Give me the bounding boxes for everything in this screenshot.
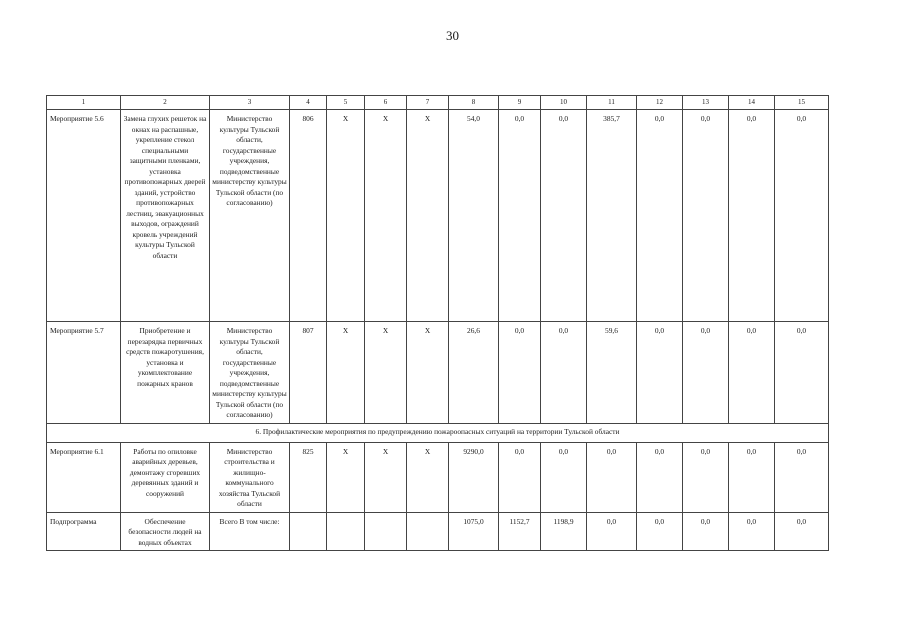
code-cell: X bbox=[407, 322, 449, 424]
value-cell: 26,6 bbox=[449, 322, 499, 424]
header-cell: 14 bbox=[729, 96, 775, 110]
value-cell: 0,0 bbox=[637, 512, 683, 551]
section-row bbox=[47, 423, 829, 442]
executor: Всего В том числе: bbox=[210, 512, 290, 551]
value-cell: 0,0 bbox=[775, 512, 829, 551]
value-cell: 0,0 bbox=[729, 322, 775, 424]
table-row bbox=[47, 442, 829, 512]
header-cell: 11 bbox=[587, 96, 637, 110]
header-cell: 3 bbox=[210, 96, 290, 110]
code-cell: X bbox=[365, 322, 407, 424]
value-cell: 0,0 bbox=[587, 442, 637, 512]
header-cell: 1 bbox=[47, 96, 121, 110]
code-cell bbox=[327, 512, 365, 551]
value-cell: 0,0 bbox=[587, 512, 637, 551]
measure-id: Мероприятие 6.1 bbox=[47, 442, 121, 512]
value-cell: 0,0 bbox=[683, 512, 729, 551]
value-cell: 59,6 bbox=[587, 322, 637, 424]
page-number: 30 bbox=[446, 28, 459, 43]
header-cell: 10 bbox=[541, 96, 587, 110]
value-cell: 0,0 bbox=[499, 442, 541, 512]
measure-description: Замена глухих решеток на окнах на распашные, укрепление стекол специальными защитными пленками, установка противопожарных дверей зданий, устройство противопожарных лестниц, эвакуационных выходов, ограждений кровель учреждений культуры Тульской области bbox=[121, 110, 210, 322]
value-cell: 0,0 bbox=[499, 322, 541, 424]
value-cell: 0,0 bbox=[775, 442, 829, 512]
table-row bbox=[47, 512, 829, 551]
value-cell: 0,0 bbox=[499, 110, 541, 322]
code-cell: X bbox=[407, 442, 449, 512]
code-cell bbox=[290, 512, 327, 551]
header-cell: 15 bbox=[775, 96, 829, 110]
value-cell: 0,0 bbox=[775, 110, 829, 322]
value-cell: 54,0 bbox=[449, 110, 499, 322]
executor: Министерство строительства и жилищно-коммунального хозяйства Тульской области bbox=[210, 442, 290, 512]
header-cell: 6 bbox=[365, 96, 407, 110]
value-cell: 0,0 bbox=[541, 110, 587, 322]
budget-table bbox=[46, 95, 829, 551]
code-cell: 807 bbox=[290, 322, 327, 424]
section-title: 6. Профилактические мероприятия по предупреждению пожароопасных ситуаций на территории Тульской области bbox=[47, 423, 829, 442]
code-cell: X bbox=[365, 442, 407, 512]
value-cell: 0,0 bbox=[775, 322, 829, 424]
measure-id: Подпрограмма bbox=[47, 512, 121, 551]
code-cell: X bbox=[327, 322, 365, 424]
header-row bbox=[47, 96, 829, 110]
value-cell: 1198,9 bbox=[541, 512, 587, 551]
measure-description: Обеспечение безопасности людей на водных объектах bbox=[121, 512, 210, 551]
measure-id: Мероприятие 5.6 bbox=[47, 110, 121, 322]
header-cell: 8 bbox=[449, 96, 499, 110]
code-cell: X bbox=[365, 110, 407, 322]
header-cell: 9 bbox=[499, 96, 541, 110]
code-cell: X bbox=[407, 110, 449, 322]
header-cell: 7 bbox=[407, 96, 449, 110]
value-cell: 0,0 bbox=[637, 322, 683, 424]
code-cell bbox=[365, 512, 407, 551]
header-cell: 13 bbox=[683, 96, 729, 110]
table-row bbox=[47, 110, 829, 322]
measure-id: Мероприятие 5.7 bbox=[47, 322, 121, 424]
value-cell: 0,0 bbox=[541, 322, 587, 424]
value-cell: 0,0 bbox=[729, 512, 775, 551]
value-cell: 0,0 bbox=[683, 322, 729, 424]
value-cell: 385,7 bbox=[587, 110, 637, 322]
code-cell: 825 bbox=[290, 442, 327, 512]
value-cell: 0,0 bbox=[637, 442, 683, 512]
value-cell: 0,0 bbox=[729, 110, 775, 322]
header-cell: 2 bbox=[121, 96, 210, 110]
value-cell: 1152,7 bbox=[499, 512, 541, 551]
value-cell: 9290,0 bbox=[449, 442, 499, 512]
measure-description: Приобретение и перезарядка первичных средств пожаротушения, установка и укомплектование пожарных кранов bbox=[121, 322, 210, 424]
value-cell: 1075,0 bbox=[449, 512, 499, 551]
code-cell bbox=[407, 512, 449, 551]
value-cell: 0,0 bbox=[729, 442, 775, 512]
executor: Министерство культуры Тульской области, государственные учреждения, подведомственные министерству культуры Тульской области (по согласованию) bbox=[210, 322, 290, 424]
header-cell: 4 bbox=[290, 96, 327, 110]
code-cell: X bbox=[327, 442, 365, 512]
measure-description: Работы по опиловке аварийных деревьев, демонтажу сгоревших деревянных зданий и сооружений bbox=[121, 442, 210, 512]
code-cell: X bbox=[327, 110, 365, 322]
value-cell: 0,0 bbox=[541, 442, 587, 512]
executor: Министерство культуры Тульской области, государственные учреждения, подведомственные министерству культуры Тульской области (по согласованию) bbox=[210, 110, 290, 322]
value-cell: 0,0 bbox=[637, 110, 683, 322]
table-row bbox=[47, 322, 829, 424]
code-cell: 806 bbox=[290, 110, 327, 322]
value-cell: 0,0 bbox=[683, 110, 729, 322]
header-cell: 12 bbox=[637, 96, 683, 110]
header-cell: 5 bbox=[327, 96, 365, 110]
value-cell: 0,0 bbox=[683, 442, 729, 512]
